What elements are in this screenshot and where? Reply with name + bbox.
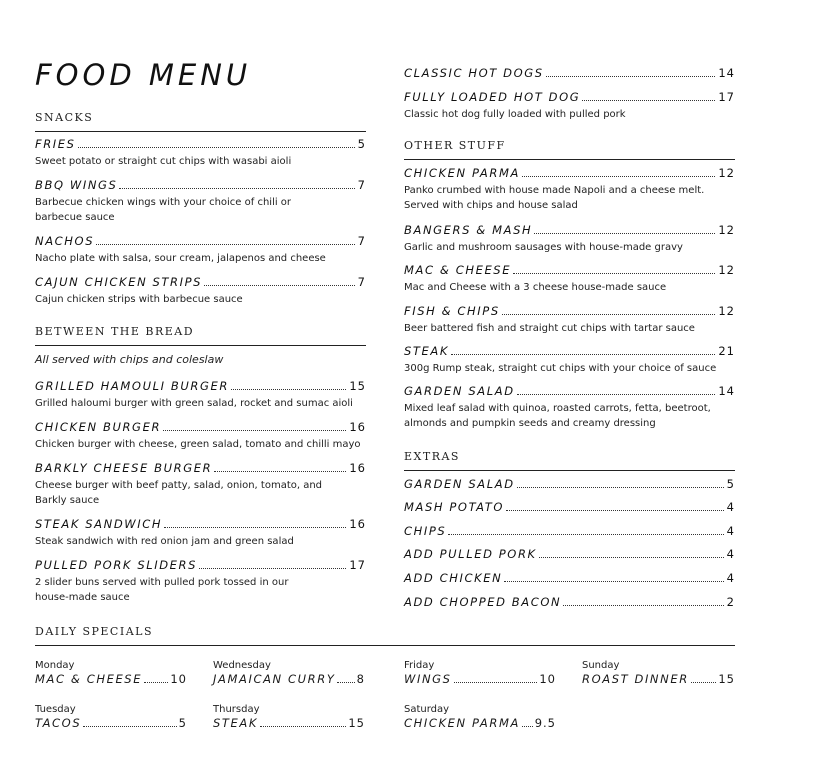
item-price: 7: [357, 234, 366, 248]
item-price: 7: [357, 275, 366, 289]
special-name: MAC & CHEESE: [35, 672, 143, 686]
bread-note: All served with chips and coleslaw: [35, 353, 224, 366]
special-thursday: [213, 703, 365, 732]
item-name: STEAK SANDWICH: [35, 517, 163, 531]
item-name: NACHOS: [35, 234, 95, 248]
item-description: Chicken burger with cheese, green salad, tomato and chilli mayo: [35, 439, 361, 450]
dot-leader: [144, 682, 168, 683]
item-price: 15: [349, 379, 366, 393]
item-price: 14: [718, 66, 735, 80]
bread-header: BETWEEN THE BREAD: [35, 325, 366, 346]
special-sunday: [582, 659, 735, 688]
extra-item-add-pulled-pork: [404, 547, 735, 563]
extra-item-add-chicken: [404, 571, 735, 587]
special-friday: [404, 659, 556, 688]
item-price: 12: [718, 223, 735, 237]
special-name: WINGS: [404, 672, 452, 686]
special-day: Saturday: [404, 704, 450, 715]
item-description: Sweet potato or straight cut chips with wasabi aioli: [35, 156, 292, 167]
special-tuesday: [35, 703, 187, 732]
item-name: GARDEN SALAD: [404, 477, 515, 491]
item-price: 5: [726, 477, 735, 491]
menu-item-cajun-chicken-strips: [35, 275, 366, 307]
item-price: 17: [718, 90, 735, 104]
special-saturday: [404, 703, 556, 732]
menu-item-garden-salad: [404, 384, 735, 431]
item-name: STEAK: [404, 344, 449, 358]
item-price: 16: [349, 461, 366, 475]
dot-leader: [337, 682, 354, 683]
dot-leader: [119, 188, 354, 189]
item-price: 2: [726, 595, 735, 609]
item-name: CLASSIC HOT DOGS: [404, 66, 544, 80]
item-name: PULLED PORK SLIDERS: [35, 558, 198, 572]
item-name: FISH & CHIPS: [404, 304, 500, 318]
item-description: Grilled haloumi burger with green salad, rocket and sumac aioli: [35, 398, 353, 409]
dot-leader: [504, 581, 723, 582]
item-price: 5: [357, 137, 366, 151]
dot-leader: [231, 389, 346, 390]
item-name: CHICKEN PARMA: [404, 166, 520, 180]
extra-item-mash-potato: [404, 500, 735, 516]
item-price: 12: [718, 166, 735, 180]
menu-item-barkly-cheese-burger: [35, 461, 366, 508]
item-price: 16: [349, 420, 366, 434]
item-name: GRILLED HAMOULI BURGER: [35, 379, 229, 393]
dot-leader: [502, 314, 716, 315]
item-description: Panko crumbed with house made Napoli and a cheese melt. Served with chips and house salad: [404, 185, 705, 211]
item-price: 4: [726, 524, 735, 538]
item-price: 7: [357, 178, 366, 192]
menu-item-chicken-parma: [404, 166, 735, 213]
item-name: GARDEN SALAD: [404, 384, 515, 398]
item-name: ADD CHOPPED BACON: [404, 595, 562, 609]
daily-specials-header: DAILY SPECIALS: [35, 625, 735, 646]
dot-leader: [563, 605, 723, 606]
dot-leader: [163, 430, 346, 431]
menu-item-mac-cheese: [404, 263, 735, 295]
dot-leader: [204, 285, 355, 286]
item-description: Classic hot dog fully loaded with pulled pork: [404, 109, 626, 120]
dot-leader: [96, 244, 355, 245]
item-price: 12: [718, 304, 735, 318]
item-price: 14: [718, 384, 735, 398]
dot-leader: [522, 176, 715, 177]
extra-item-add-chopped-bacon: [404, 595, 735, 611]
left-column: [35, 0, 366, 620]
special-name: CHICKEN PARMA: [404, 716, 520, 730]
item-name: FULLY LOADED HOT DOG: [404, 90, 581, 104]
special-name: TACOS: [35, 716, 82, 730]
item-price: 17: [349, 558, 366, 572]
special-price: 15: [348, 716, 365, 730]
item-description: Garlic and mushroom sausages with house-made gravy: [404, 242, 683, 253]
item-name: CHIPS: [404, 524, 447, 538]
item-price: 21: [718, 344, 735, 358]
special-name: STEAK: [213, 716, 258, 730]
snacks-header: SNACKS: [35, 111, 366, 132]
item-name: BBQ WINGS: [35, 178, 118, 192]
special-price: 10: [170, 672, 187, 686]
menu-item-bbq-wings: [35, 178, 366, 225]
item-description: Cheese burger with beef patty, salad, onion, tomato, and Barkly sauce: [35, 480, 323, 506]
special-price: 5: [178, 716, 187, 730]
item-description: 2 slider buns served with pulled pork tossed in our house-made sauce: [35, 577, 289, 603]
special-wednesday: [213, 659, 365, 688]
menu-item-pulled-pork-sliders: [35, 558, 366, 605]
item-name: BARKLY CHEESE BURGER: [35, 461, 213, 475]
extra-item-garden-salad: [404, 477, 735, 493]
item-name: CHICKEN BURGER: [35, 420, 162, 434]
dot-leader: [691, 682, 717, 683]
item-name: ADD PULLED PORK: [404, 547, 537, 561]
item-name: MASH POTATO: [404, 500, 505, 514]
dot-leader: [451, 354, 715, 355]
dot-leader: [546, 76, 716, 77]
special-day: Tuesday: [35, 704, 76, 715]
special-day: Monday: [35, 660, 75, 671]
item-name: MAC & CHEESE: [404, 263, 512, 277]
menu-item-nachos: [35, 234, 366, 266]
item-price: 4: [726, 571, 735, 585]
special-price: 15: [718, 672, 735, 686]
dot-leader: [582, 100, 715, 101]
dot-leader: [454, 682, 538, 683]
dot-leader: [539, 557, 724, 558]
menu-item-steak-sandwich: [35, 517, 366, 549]
dot-leader: [214, 471, 346, 472]
item-price: 4: [726, 500, 735, 514]
item-description: Steak sandwich with red onion jam and green salad: [35, 536, 294, 547]
item-price: 12: [718, 263, 735, 277]
special-price: 10: [539, 672, 556, 686]
item-name: BANGERS & MASH: [404, 223, 533, 237]
menu-item-fully-loaded-hot-dog: [404, 90, 735, 122]
right-column: [404, 0, 735, 620]
dot-leader: [517, 394, 716, 395]
item-description: Barbecue chicken wings with your choice of chili or barbecue sauce: [35, 197, 292, 223]
dot-leader: [78, 147, 355, 148]
menu-item-bangers-mash: [404, 223, 735, 255]
item-description: Cajun chicken strips with barbecue sauce: [35, 294, 243, 305]
dot-leader: [164, 527, 346, 528]
item-description: 300g Rump steak, straight cut chips with your choice of sauce: [404, 363, 717, 374]
item-price: 16: [349, 517, 366, 531]
menu-item-grilled-hamouli-burger: [35, 379, 366, 411]
menu-item-classic-hot-dogs: [404, 66, 735, 82]
dot-leader: [517, 487, 724, 488]
dot-leader: [260, 726, 346, 727]
dot-leader: [506, 510, 724, 511]
dot-leader: [522, 726, 533, 727]
menu-item-fish-chips: [404, 304, 735, 336]
menu-item-chicken-burger: [35, 420, 366, 452]
special-price: 8: [356, 672, 365, 686]
item-description: Mixed leaf salad with quinoa, roasted carrots, fetta, beetroot, almonds and pumpkin seeds and creamy dressing: [404, 403, 711, 429]
dot-leader: [83, 726, 176, 727]
item-price: 4: [726, 547, 735, 561]
special-name: ROAST DINNER: [582, 672, 689, 686]
special-day: Friday: [404, 660, 435, 671]
dot-leader: [513, 273, 715, 274]
extra-item-chips: [404, 524, 735, 540]
item-description: Beer battered fish and straight cut chips with tartar sauce: [404, 323, 695, 334]
item-name: CAJUN CHICKEN STRIPS: [35, 275, 203, 289]
item-name: ADD CHICKEN: [404, 571, 503, 585]
special-name: JAMAICAN CURRY: [213, 672, 336, 686]
dot-leader: [199, 568, 346, 569]
extras-header: EXTRAS: [404, 450, 735, 471]
special-price: 9.5: [534, 716, 556, 730]
special-day: Thursday: [213, 704, 260, 715]
menu-item-fries: [35, 137, 366, 169]
special-day: Wednesday: [213, 660, 271, 671]
other-stuff-header: OTHER STUFF: [404, 139, 735, 160]
dot-leader: [448, 534, 723, 535]
dot-leader: [534, 233, 715, 234]
item-description: Mac and Cheese with a 3 cheese house-made sauce: [404, 282, 667, 293]
menu-item-steak: [404, 344, 735, 376]
special-day: Sunday: [582, 660, 620, 671]
menu-title: FOOD MENU: [35, 58, 252, 92]
item-description: Nacho plate with salsa, sour cream, jalapenos and cheese: [35, 253, 326, 264]
special-monday: [35, 659, 187, 688]
item-name: FRIES: [35, 137, 76, 151]
